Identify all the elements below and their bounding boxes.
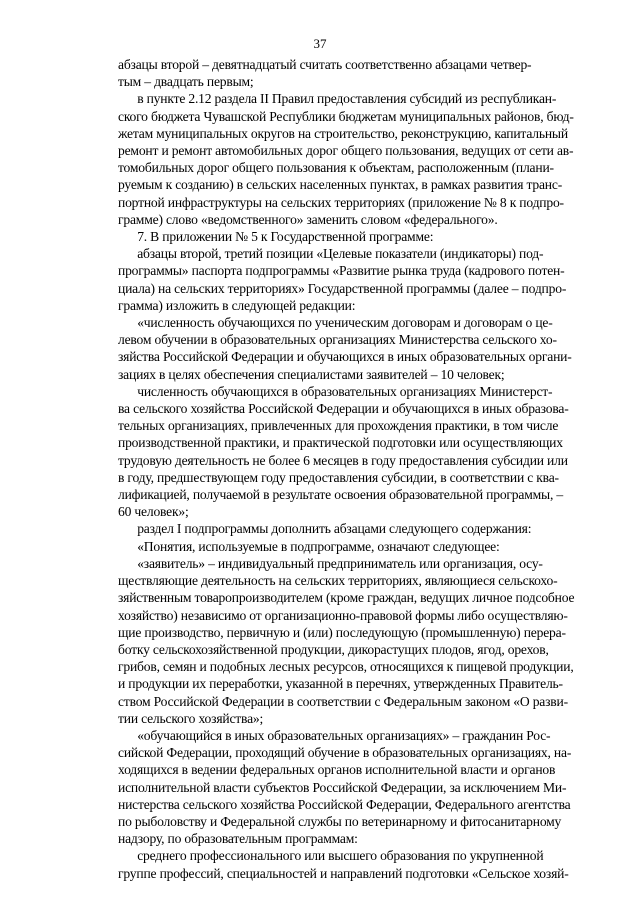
page-number: 37 — [313, 36, 327, 51]
document-body-text: абзацы второй – девятнадцатый считать соответственно абзацами четвер- тым – двадцать первым; в пункте 2.12 раздела II Правил предоставления субсидий из республикан- ского бюджета Чувашской Республики бюджетам муниципальных районов, бюд- жетам муниципальных округов на строительство, реконструкцию, капитальный ремонт и ремонт автомобильных дорог общего пользования, ведущих от сети ав- томобильных дорог общего пользования к объектам, расположенным (плани- руемым к созданию) в сельских населенных пунктах, в рамках развития транс- портной инфраструктуры на сельских территориях (приложение № 8 к подпро- грамме) слово «ведомственного» заменить словом «федерального». 7. В приложении № 5 к Государственной программе: абзацы второй, третий позиции «Целевые показатели (индикаторы) под- программы» паспорта подпрограммы «Развитие рынка труда (кадрового потен- циала) на сельских территориях» Государственной программы (далее – подпро- грамма) изложить в следующей редакции: «численность обучающихся по ученическим договорам и договорам о це- левом обучении в образовательных организациях Министерства сельского хо- зяйства Российской Федерации и обучающихся в иных образовательных органи- зациях в целях обеспечения специалистами заявителей – 10 человек; численность обучающихся в образовательных организациях Министерст- ва сельского хозяйства Российской Федерации и обучающихся в иных образова- тельных организациях, привлеченных для прохождения практики, в том числе производственной практики, и практической подготовки или осуществляющих трудовую деятельность не более 6 месяцев в году предоставления субсидии или в году, предшествующем году предоставления субсидии, в соответствии с ква- лификацией, получаемой в результате освоения образовательной программы, – 60 человек»; раздел I подпрограммы дополнить абзацами следующего содержания: «Понятия, используемые в подпрограмме, означают следующее: «заявитель» – индивидуальный предприниматель или организация, осу- ществляющие деятельность на сельских территориях, являющиеся сельскохо- зяйственным товаропроизводителем (кроме граждан, ведущих личное подсобное хозяйство) независимо от организационно-правовой формы либо осуществляю- щие производство, первичную и (или) последующую (промышленную) перера- ботку сельскохозяйственной продукции, дикорастущих плодов, ягод, орехов, грибов, семян и подобных лесных ресурсов, относящихся к пищевой продукции, и продукции их переработки, указанной в перечнях, утвержденных Правитель- ством Российской Федерации в соответствии с Федеральным законом «О разви- тии сельского хозяйства»; «обучающийся в иных образовательных организациях» – гражданин Рос- сийской Федерации, проходящий обучение в образовательных организациях, на- ходящихся в ведении федеральных органов исполнительной власти и органов исполнительной власти субъектов Российской Федерации, за исключением Ми- нистерства сельского хозяйства Российской Федерации, Федерального агентства по рыболовству и Федеральной службы по ветеринарному и фитосанитарному надзору, по образовательным программам: среднего профессионального или высшего образования по укрупненной группе профессий, специальностей и направлений подготовки «Сельское хозяй- — [118, 57, 575, 881]
